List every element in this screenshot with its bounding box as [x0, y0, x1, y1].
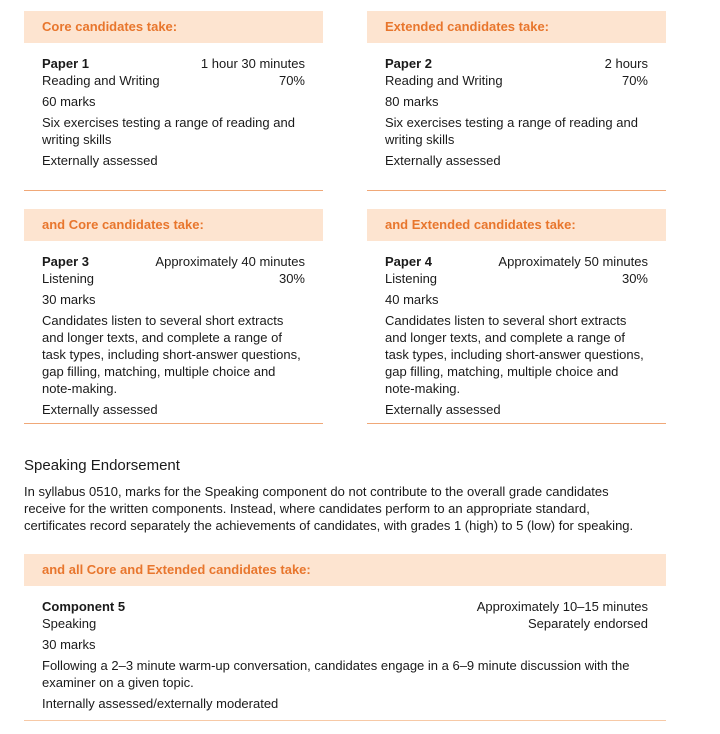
paper-description: Candidates listen to several short extracts and longer texts, and complete a range of task types, including short-answer questions, gap filling, matching, multiple choice and note-making.	[42, 313, 301, 396]
paper-marks: 60 marks	[42, 94, 96, 109]
paper-marks: 30 marks	[42, 292, 96, 307]
extended-paper4-box	[367, 209, 666, 424]
core-paper1-box	[24, 11, 323, 191]
paper-marks: 80 marks	[385, 94, 439, 109]
paper-weight: 30%	[278, 271, 305, 286]
paper-assessment: Internally assessed/externally moderated	[42, 696, 279, 711]
paper-description: Six exercises testing a range of reading and writing skills	[42, 115, 295, 147]
paper-title: Paper 1	[42, 56, 89, 71]
all-component5-box	[24, 554, 666, 721]
core-paper3-box	[24, 209, 323, 424]
paper-skill: Speaking	[42, 616, 97, 631]
paper-assessment: Externally assessed	[385, 153, 501, 168]
section-title: Speaking Endorsement	[24, 457, 180, 474]
paper-duration: Approximately 10–15 minutes	[476, 599, 648, 614]
paper-title: Paper 2	[385, 56, 432, 71]
paper-weight: 70%	[278, 73, 305, 88]
box-header: Core candidates take:	[24, 11, 323, 43]
paper-weight: 70%	[621, 73, 648, 88]
paper-assessment: Externally assessed	[42, 402, 158, 417]
paper-description: Six exercises testing a range of reading and writing skills	[385, 115, 638, 147]
paper-description: Following a 2–3 minute warm-up conversation, candidates engage in a 6–9 minute discussion with the examiner on a given topic.	[42, 658, 630, 690]
paper-description: Candidates listen to several short extracts and longer texts, and complete a range of task types, including short-answer questions, gap filling, matching, multiple choice and note-making.	[385, 313, 644, 396]
paper-duration: 2 hours	[604, 56, 648, 71]
paper-weight: Separately endorsed	[528, 616, 648, 631]
paper-title: Component 5	[42, 599, 126, 614]
paper-weight: 30%	[621, 271, 648, 286]
paper-assessment: Externally assessed	[42, 153, 158, 168]
paper-marks: 40 marks	[385, 292, 439, 307]
paper-skill: Listening	[42, 271, 95, 286]
paper-skill: Listening	[385, 271, 438, 286]
paper-duration: Approximately 40 minutes	[155, 254, 305, 269]
paper-title: Paper 3	[42, 254, 89, 269]
box-header: and Extended candidates take:	[367, 209, 666, 241]
paper-skill: Reading and Writing	[42, 73, 160, 88]
paper-assessment: Externally assessed	[385, 402, 501, 417]
section-paragraph: In syllabus 0510, marks for the Speaking component do not contribute to the overall grade candidates receive for the written components. Instead, where candidates perform to an appropriate standard, certificates record separately the achievements of candidates, with grades 1 (high) to 5 (low) for speaking.	[24, 484, 634, 533]
paper-duration: Approximately 50 minutes	[498, 254, 648, 269]
box-header: Extended candidates take:	[367, 11, 666, 43]
box-header: and Core candidates take:	[24, 209, 323, 241]
paper-skill: Reading and Writing	[385, 73, 503, 88]
paper-title: Paper 4	[385, 254, 432, 269]
box-header: and all Core and Extended candidates take:	[24, 554, 666, 586]
paper-marks: 30 marks	[42, 637, 96, 652]
extended-paper2-box	[367, 11, 666, 191]
paper-duration: 1 hour 30 minutes	[200, 56, 305, 71]
